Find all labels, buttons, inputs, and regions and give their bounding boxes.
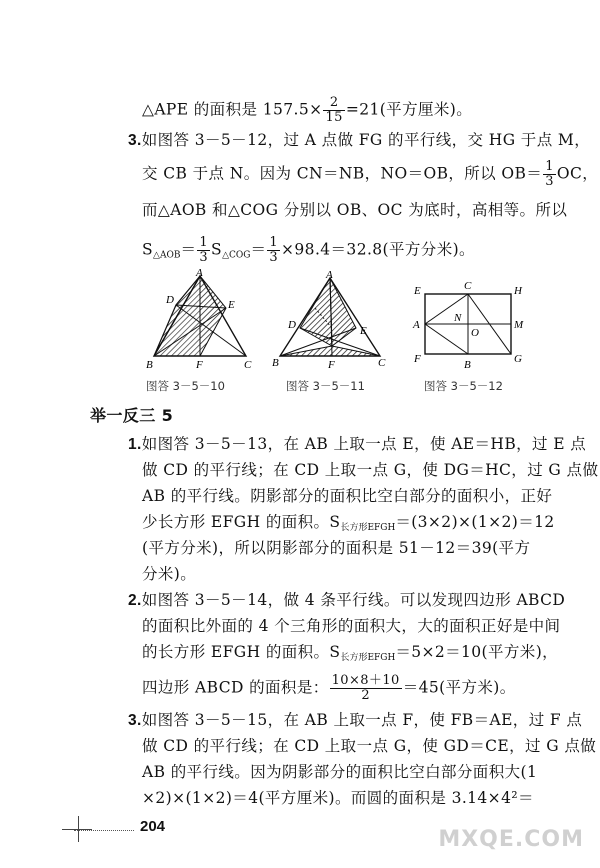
item-2-line-2: 的面积比外面的 4 个三角形的面积大，大的面积正好是中间 <box>142 617 561 635</box>
label-g-12: G <box>514 353 522 365</box>
label-f: F <box>196 359 203 371</box>
section-title: 举一反三 5 <box>90 406 174 425</box>
label-n-12: N <box>454 312 462 324</box>
label-c-11: C <box>378 357 386 369</box>
page-number: 204 <box>140 818 166 835</box>
label-f-12: F <box>414 353 421 365</box>
item-3-line-4: ×2)×(1×2)＝4(平方厘米)。而圆的面积是 3.14×4²＝ <box>142 789 534 807</box>
label-e-11: E <box>360 325 367 337</box>
label-m-12: M <box>514 319 524 331</box>
watermark: MXQE.COM <box>438 827 584 852</box>
fraction-area-abcd: $\frac{10\times 8+10}{2}$ <box>331 673 400 703</box>
label-c-12: C <box>464 280 472 292</box>
text-line-3-4: $S_{\triangle AOB}=$ $\frac{1}{3}$ $S_{\triangle COG}=$ $\frac{1}{3}$ ×98.4＝32.8(平方分米)。 <box>142 235 475 265</box>
item-2-line-4: 四边形 ABCD 的面积是： $\frac{10\times 8+10}{2}$ ＝45(平方米)。 <box>142 673 516 703</box>
caption-3-5-10: 图答 3－5－10 <box>146 379 225 393</box>
label-a: A <box>196 268 203 279</box>
label-o-12: O <box>471 327 479 339</box>
figure-3-5-11 <box>270 268 390 378</box>
label-e-12: E <box>414 285 421 297</box>
label-b-11: B <box>272 357 279 369</box>
footer-rule <box>74 830 134 831</box>
item-1-line-2: 做 CD 的平行线；在 CD 上取一点 G，使 DG＝HC，过 G 点做 <box>142 461 599 479</box>
figure-3-5-10 <box>140 268 260 378</box>
text-line-3-3: 而△AOB 和△COG 分别以 OB、OC 为底时，高相等。所以 <box>142 201 568 219</box>
fraction-2-15: $\frac{2}{15}$ <box>325 95 343 125</box>
text-line-3-1: 3.如图答 3－5－12，过 A 点做 FG 的平行线，交 HG 于点 M， <box>128 131 591 149</box>
fraction-1-3-c: $\frac{1}{3}$ <box>269 235 279 265</box>
item-1-line-1: 1.如图答 3－5－13，在 AB 上取一点 E，使 AE＝HB，过 E 点 <box>128 435 587 453</box>
label-a-11: A <box>326 269 333 281</box>
item-1-line-6: 分米)。 <box>142 565 197 583</box>
label-d-11: D <box>288 319 296 331</box>
shaded-region-right <box>200 276 226 356</box>
label-h-12: H <box>514 285 522 297</box>
item-2-line-3: 的长方形 EFGH 的面积。$S_{长方形EFGH}=5\times 2=10$(平方米)， <box>142 643 559 663</box>
item-1-line-3: AB 的平行线。阴影部分的面积比空白部分的面积小，正好 <box>142 487 553 505</box>
item-3-line-1: 3.如图答 3－5－15，在 AB 上取一点 F，使 FB＝AE，过 F 点 <box>128 711 583 729</box>
caption-3-5-11: 图答 3－5－11 <box>286 379 365 393</box>
fraction-1-3-a: $\frac{1}{3}$ <box>545 159 554 189</box>
label-f-11: F <box>328 359 335 371</box>
label-a-12: A <box>413 319 420 331</box>
shaded-region-left-11 <box>300 278 332 346</box>
item-1-line-4: 少长方形 EFGH 的面积。$S_{长方形EFGH}=(3\times 2)\times(1\times 2)=12$ <box>142 513 555 533</box>
label-d: D <box>166 294 174 306</box>
fraction-1-3-b: $\frac{1}{3}$ <box>199 235 209 265</box>
label-b-12: B <box>464 359 471 371</box>
label-e: E <box>228 299 235 311</box>
caption-3-5-12: 图答 3－5－12 <box>424 379 503 393</box>
item-2-line-1: 2.如图答 3－5－14，做 4 条平行线。可以发现四边形 ABCD <box>128 591 566 609</box>
text-line-area-ape: △APE 的面积是 157.5× $\frac{2}{15}$ =21(平方厘米)。 <box>142 95 473 125</box>
item-1-line-5: (平方分米)，所以阴影部分的面积是 51－12＝39(平方 <box>142 539 531 557</box>
label-c: C <box>244 359 252 371</box>
figure-3-5-12 <box>410 280 528 372</box>
label-b: B <box>146 359 153 371</box>
text-line-3-2: 交 CB 于点 N。因为 CN＝NB，NO＝OB，所以 OB＝ $\frac{1}{3}$ OC， <box>142 159 599 189</box>
item-3-line-2: 做 CD 的平行线；在 CD 上取一点 G，使 GD＝CE，过 G 点做 <box>142 737 597 755</box>
item-3-line-3: AB 的平行线。因为阴影部分的面积比空白部分面积大(1 <box>142 763 538 781</box>
